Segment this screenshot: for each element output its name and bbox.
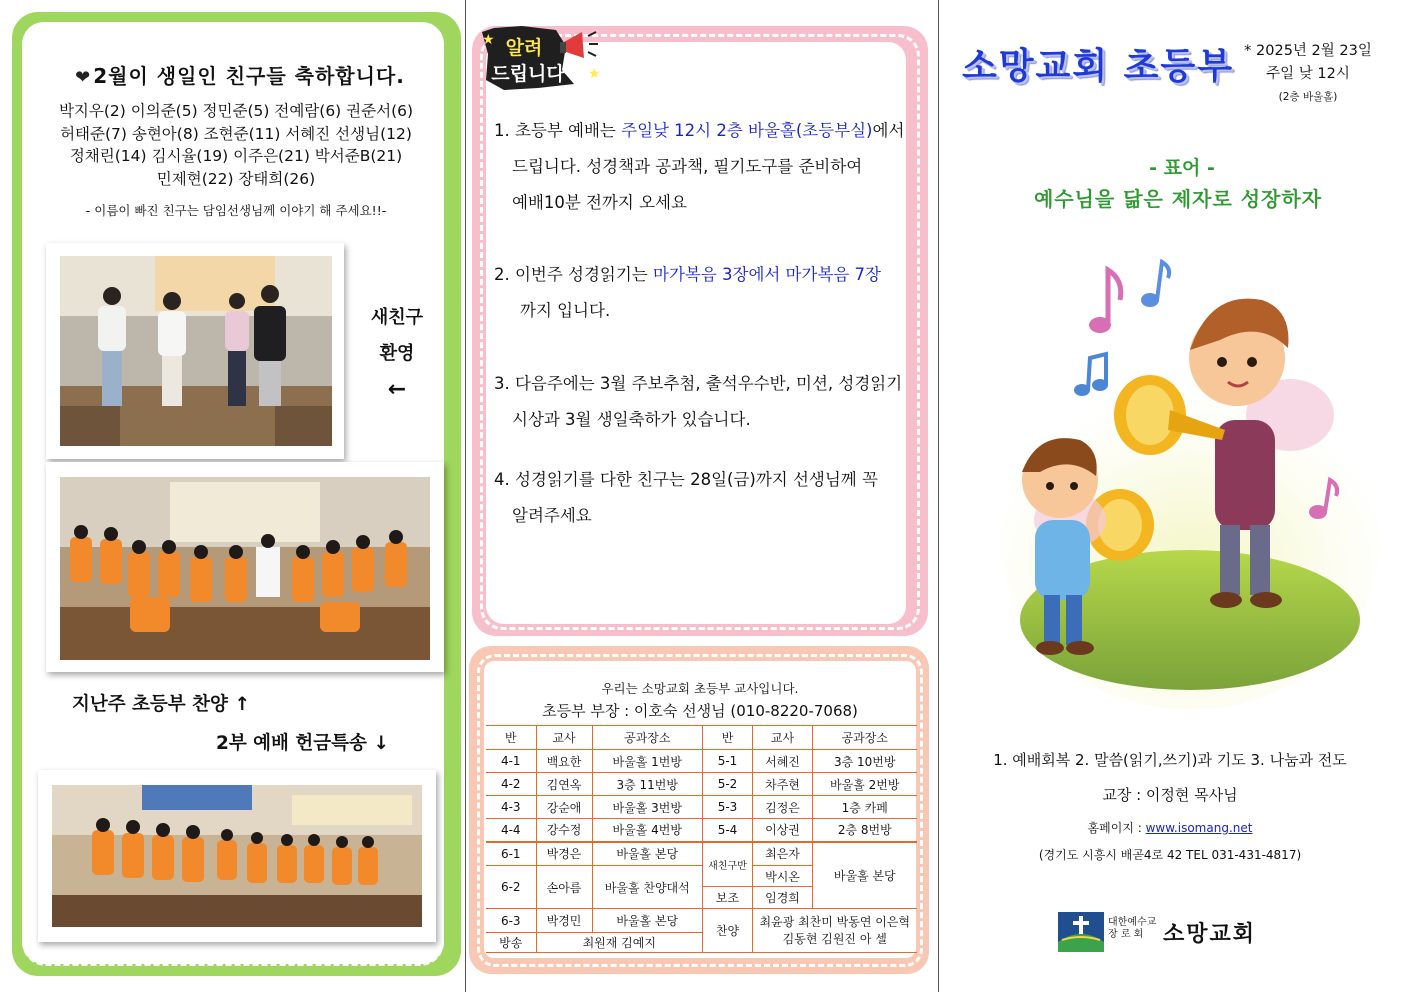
cell-broadcast-names: 최원재 김예지 (536, 933, 702, 953)
cell-newcomer-label: 새친구반 (703, 842, 753, 887)
table-row (486, 842, 702, 866)
table-row (486, 909, 702, 933)
cell-praise-label: 찬양 (703, 909, 753, 953)
praise-names-line2: 김동현 김원진 아 셀 (782, 931, 887, 946)
cell-place: 바울홀 3번방 (592, 796, 702, 819)
item1-highlight: 주일낮 12시 2층 바울홀(초등부실) (621, 121, 873, 140)
date-line2: 주일 낮 12시 (1266, 66, 1350, 82)
arrow-up-icon: ↑ (234, 694, 250, 715)
col-teacher: 교사 (753, 726, 813, 750)
item4-line2: 알려주세요 (512, 506, 592, 525)
cell-place: 바울홀 찬양대석 (592, 866, 702, 909)
table-header-row (486, 726, 702, 750)
cell-place: 3층 11번방 (592, 773, 702, 796)
cell-teacher: 박경은 (536, 842, 592, 866)
cell-teacher: 임경희 (753, 887, 813, 909)
cell-place: 2층 8번방 (813, 819, 917, 842)
birthday-line: 정채린(14) 김시율(19) 이주은(21) 박서준B(21) (69, 147, 403, 165)
table-row (703, 773, 917, 796)
cell-teacher: 김연옥 (536, 773, 592, 796)
cell-teacher: 이상권 (753, 819, 813, 842)
star-icon: ★ (588, 66, 601, 82)
divider-left (465, 0, 466, 992)
item4-line1: 4. 성경읽기를 다한 친구는 28일(금)까지 선생님께 꼭 (494, 470, 878, 489)
cell-place: 바울홀 본당 (592, 909, 702, 933)
logo-subtitle-line2: 장 로 회 (1108, 929, 1144, 940)
cell-place: 바울홀 본당 (592, 842, 702, 866)
date-line1: * 2025년 2월 23일 (1244, 43, 1372, 59)
birthday-line: 박지우(2) 이의준(5) 정민준(5) 전예람(6) 권준서(6) (58, 102, 414, 120)
cell-class: 4-3 (486, 796, 536, 819)
badge-line1: 알려 (505, 37, 543, 59)
photo-card-offering (38, 770, 436, 942)
cell-teacher: 강순애 (536, 796, 592, 819)
table-row (486, 750, 702, 773)
principal-text: 교장 : 이정현 목사님 (1102, 786, 1238, 804)
item1-line3: 예배10분 전까지 오세요 (512, 193, 687, 212)
cell-helper-label: 보조 (703, 887, 753, 909)
table-row (703, 819, 917, 842)
item3-line2: 시상과 3월 생일축하가 있습니다. (512, 410, 751, 429)
cell-place: 1층 카페 (813, 796, 917, 819)
cell-teacher: 박시온 (753, 866, 813, 887)
homepage-label: 홈페이지 : (1087, 821, 1146, 835)
offering-caption-text: 2부 예배 헌금특송 (216, 733, 367, 754)
table-row (703, 842, 917, 866)
logo-subtitle-line1: 대한예수교 (1108, 917, 1157, 928)
children-trumpet-illustration (1000, 240, 1380, 720)
item3-line1: 3. 다음주에는 3월 주보추첨, 출석우수반, 미션, 성경읽기 (494, 374, 903, 393)
goals-text: 1. 예배회복 2. 말씀(읽기,쓰기)과 기도 3. 나눔과 전도 (993, 751, 1347, 769)
homepage-link[interactable]: www.isomang.net (1145, 821, 1253, 835)
teacher-table-right (702, 725, 917, 953)
cell-teacher: 손아름 (536, 866, 592, 909)
service-date (1224, 40, 1392, 109)
cell-class: 5-1 (703, 750, 753, 773)
item1-line2: 드립니다. 성경책과 공과책, 필기도구를 준비하여 (512, 157, 863, 176)
table-row (486, 933, 702, 953)
birthday-title: ❤ 2월이 생일인 친구들 축하합니다. (75, 64, 405, 88)
table-row (703, 796, 917, 819)
table-row (703, 909, 917, 953)
cell-teacher: 김정은 (753, 796, 813, 819)
birthday-line: 허태준(7) 송현아(8) 조현준(11) 서혜진 선생님(12) (60, 124, 412, 143)
cell-class: 6-1 (486, 842, 536, 866)
logo-name: 소망교회 (1163, 922, 1257, 947)
divider-right (938, 0, 939, 992)
offering-photo (52, 785, 422, 927)
cell-class: 5-4 (703, 819, 753, 842)
motto-text: 예수님을 닮은 제자로 성장하자 (1033, 187, 1323, 211)
offering-caption (216, 729, 389, 755)
teacher-intro: 우리는 소망교회 초등부 교사입니다. (601, 681, 799, 696)
cell-teacher: 박경민 (536, 909, 592, 933)
item1-text: 1. 초등부 예배는 (494, 121, 622, 140)
cell-teacher: 강수정 (536, 819, 592, 842)
col-class: 반 (703, 726, 753, 750)
cell-praise-names (753, 909, 917, 953)
cell-class: 4-4 (486, 819, 536, 842)
col-teacher: 교사 (536, 726, 592, 750)
announcement-item-3 (494, 366, 902, 438)
cell-teacher: 최은자 (753, 842, 813, 866)
cell-class: 5-2 (703, 773, 753, 796)
teacher-table-left (486, 725, 702, 953)
arrow-down-icon: ↓ (373, 733, 389, 754)
cell-teacher: 서혜진 (753, 750, 813, 773)
announcement-item-4 (494, 462, 878, 534)
new-friends-photo (60, 256, 332, 446)
praise-caption (72, 690, 250, 716)
cell-newcomer-place: 바울홀 본당 (813, 842, 917, 909)
col-class: 반 (486, 726, 536, 750)
praise-caption-text: 지난주 초등부 찬양 (72, 694, 228, 715)
heart-icon: ❤ (75, 67, 92, 88)
col-place: 공과장소 (592, 726, 702, 750)
new-friend-label-line2: 환영 (379, 343, 415, 364)
birthday-names (40, 100, 432, 190)
homepage-line (956, 819, 1384, 836)
cell-broadcast-label: 방송 (486, 933, 536, 953)
cell-class: 5-3 (703, 796, 753, 819)
photo-card-new-friends (46, 243, 344, 459)
item2-line2: 까지 입니다. (520, 301, 611, 320)
item2-text: 2. 이번주 성경읽기는 (494, 265, 653, 284)
cell-teacher: 차주현 (753, 773, 813, 796)
megaphone-icon (560, 32, 598, 58)
cell-place: 바울홀 1번방 (592, 750, 702, 773)
birthday-line: 민제현(22) 장태희(26) (156, 169, 316, 188)
motto-label: - 표어 - (1149, 157, 1215, 179)
announcement-item-1 (494, 113, 904, 221)
announcement-item-2 (494, 257, 881, 329)
item2-highlight: 마가복음 3장에서 마가복음 7장 (653, 265, 881, 284)
table-row (486, 866, 702, 909)
cell-class: 6-2 (486, 866, 536, 909)
item1-text-end: 에서 (872, 121, 905, 140)
cell-class: 6-3 (486, 909, 536, 933)
logo-subtitle (1108, 917, 1156, 941)
table-row (486, 819, 702, 842)
badge-line2: 드립니다 (491, 63, 565, 85)
cell-place: 3층 10번방 (813, 750, 917, 773)
praise-photo (60, 477, 430, 660)
star-icon: ★ (482, 32, 495, 48)
birthday-note: - 이름이 빠진 친구는 담임선생님께 이야기 해 주세요!!- (85, 203, 387, 218)
cell-place: 바울홀 2번방 (813, 773, 917, 796)
cell-teacher: 백요한 (536, 750, 592, 773)
arrow-left-icon: ← (387, 377, 407, 402)
table-row (486, 796, 702, 819)
new-friend-label (360, 300, 434, 408)
date-line3: (2층 바울홀) (1278, 91, 1338, 103)
cell-class: 4-1 (486, 750, 536, 773)
address-text: (경기도 시흥시 배곧4로 42 TEL 031-431-4817) (1038, 848, 1302, 862)
announcement-badge (478, 24, 602, 94)
table-header-row (703, 726, 917, 750)
praise-names-line1: 최윤광 최찬미 박동연 이은혁 (759, 914, 911, 929)
table-row (703, 750, 917, 773)
church-title: 소망교회 초등부 (962, 46, 1234, 87)
col-place: 공과장소 (813, 726, 917, 750)
photo-card-praise (46, 462, 444, 672)
teacher-leader: 초등부 부장 : 이호숙 선생님 (010-8220-7068) (542, 702, 858, 720)
cell-place: 바울홀 4번방 (592, 819, 702, 842)
church-logo-icon (1058, 912, 1104, 952)
table-row (486, 773, 702, 796)
new-friend-label-line1: 새친구 (370, 307, 424, 328)
cell-class: 4-2 (486, 773, 536, 796)
